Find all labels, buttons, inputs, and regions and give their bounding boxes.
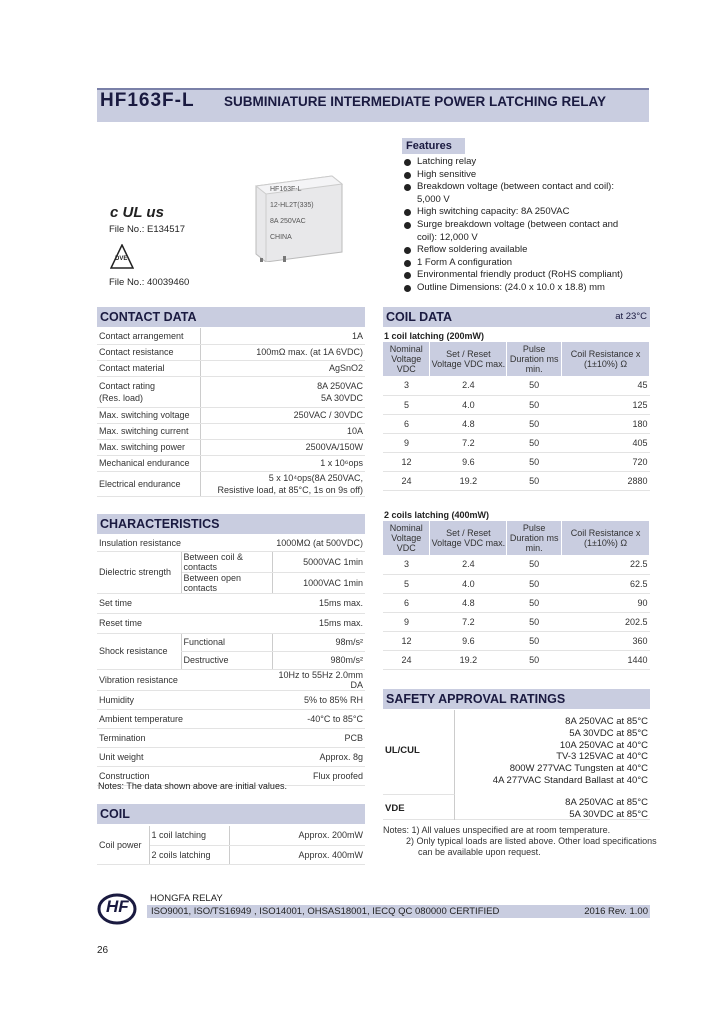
contact-label: Mechanical endurance bbox=[97, 455, 201, 471]
coil-data-cell: 3 bbox=[383, 376, 430, 395]
coil-table2-title: 2 coils latching (400mW) bbox=[384, 510, 490, 520]
coil-data-header: Nominal Voltage VDC bbox=[383, 342, 430, 376]
contact-row bbox=[97, 439, 365, 455]
coil-data-cell: 50 bbox=[507, 452, 562, 471]
feature-item: Latching relay bbox=[404, 156, 650, 169]
coil-data-heading: COIL DATA bbox=[386, 310, 452, 324]
coil-data-header: Coil Resistance x (1±10%) Ω bbox=[562, 521, 650, 555]
contact-label: Max. switching power bbox=[97, 439, 201, 455]
safety-note: 2) Only typical loads are listed above. Other load specifications bbox=[406, 836, 657, 846]
coil-data-row bbox=[383, 574, 650, 593]
shock-label: Shock resistance bbox=[97, 633, 181, 669]
reset-time-value: 15ms max. bbox=[272, 613, 365, 633]
contact-row bbox=[97, 376, 365, 407]
feature-item: Surge breakdown voltage (between contact and coil): 12,000 V bbox=[404, 219, 650, 244]
contact-label: Contact rating (Res. load) bbox=[97, 376, 201, 407]
coil-row-label: 2 coils latching bbox=[149, 845, 229, 864]
contact-label: Electrical endurance bbox=[97, 471, 201, 496]
coil-data-row bbox=[383, 395, 650, 414]
coil-data-cell: 720 bbox=[562, 452, 650, 471]
safety-notes bbox=[383, 825, 657, 858]
contact-label: Contact arrangement bbox=[97, 328, 201, 344]
ul-file-number: File No.: E134517 bbox=[109, 224, 186, 235]
safety-note: Notes: 1) All values unspecified are at room temperature. bbox=[383, 825, 611, 835]
coil-data-cell: 6 bbox=[383, 593, 430, 612]
coil-data-row bbox=[383, 414, 650, 433]
contact-row bbox=[97, 328, 365, 344]
coil-data-title bbox=[383, 307, 650, 327]
coil-table-1 bbox=[383, 342, 650, 491]
vde-rating: 5A 30VDC at 85°C bbox=[569, 808, 648, 820]
page-number: 26 bbox=[97, 945, 109, 956]
coil-data-cell: 19.2 bbox=[430, 471, 507, 490]
safety-note: can be available upon request. bbox=[418, 847, 541, 857]
contact-row bbox=[97, 344, 365, 360]
relay-label-line: HF163F-L bbox=[270, 186, 302, 193]
coil-table-2 bbox=[383, 521, 650, 670]
coil-data-cell: 50 bbox=[507, 376, 562, 395]
coil-data-cell: 50 bbox=[507, 650, 562, 669]
contact-value: 8A 250VAC 5A 30VDC bbox=[201, 376, 365, 407]
characteristic-row bbox=[97, 690, 365, 709]
coil-data-cell: 9.6 bbox=[430, 631, 507, 650]
coil-data-cell: 5 bbox=[383, 395, 430, 414]
features-list bbox=[404, 156, 650, 295]
contact-label: Contact resistance bbox=[97, 344, 201, 360]
ul-logo: c UL us bbox=[110, 204, 164, 221]
dielectric-value: 1000VAC 1min bbox=[272, 572, 365, 593]
model-title: HF163F-L bbox=[100, 90, 195, 111]
coil-data-cell: 45 bbox=[562, 376, 650, 395]
footer-certs: ISO9001, ISO/TS16949 , ISO14001, OHSAS18001, IECQ QC 080000 CERTIFIED bbox=[151, 906, 500, 917]
vde-ratings bbox=[565, 797, 648, 821]
vde-label: VDE bbox=[385, 803, 405, 814]
dielectric-label: Dielectric strength bbox=[97, 551, 181, 593]
characteristic-value: Flux proofed bbox=[272, 766, 365, 785]
feature-item: High sensitive bbox=[404, 169, 650, 182]
safety-title: SAFETY APPROVAL RATINGS bbox=[383, 689, 650, 709]
coil-table bbox=[97, 826, 365, 865]
characteristic-value: Approx. 8g bbox=[272, 747, 365, 766]
coil-data-cell: 2880 bbox=[562, 471, 650, 490]
ul-rating: 800W 277VAC Tungsten at 40°C bbox=[509, 763, 648, 775]
characteristic-value: 5% to 85% RH bbox=[272, 690, 365, 709]
contact-row bbox=[97, 407, 365, 423]
set-time-value: 15ms max. bbox=[272, 593, 365, 613]
shock-value: 980m/s² bbox=[272, 651, 365, 669]
ul-rating: 5A 30VDC at 85°C bbox=[569, 727, 648, 739]
coil-data-cell: 5 bbox=[383, 574, 430, 593]
feature-item: High switching capacity: 8A 250VAC bbox=[404, 206, 650, 219]
shock-sub: Functional bbox=[181, 633, 272, 651]
feature-item: Reflow soldering available bbox=[404, 244, 650, 257]
characteristics-title: CHARACTERISTICS bbox=[97, 514, 365, 534]
relay-label-line: CHINA bbox=[270, 234, 292, 241]
company-name: HONGFA RELAY bbox=[150, 893, 223, 904]
characteristic-row bbox=[97, 747, 365, 766]
characteristic-row bbox=[97, 669, 365, 690]
characteristics-note: Notes: The data shown above are initial values. bbox=[98, 781, 287, 791]
coil-data-cell: 50 bbox=[507, 612, 562, 631]
coil-data-cell: 19.2 bbox=[430, 650, 507, 669]
contact-value: 10A bbox=[201, 423, 365, 439]
coil-data-cell: 12 bbox=[383, 452, 430, 471]
coil-data-cell: 180 bbox=[562, 414, 650, 433]
feature-item: Environmental friendly product (RoHS compliant) bbox=[404, 269, 650, 282]
coil-data-temp: at 23°C bbox=[615, 311, 647, 322]
characteristic-label: Unit weight bbox=[97, 747, 272, 766]
coil-data-cell: 50 bbox=[507, 414, 562, 433]
contact-row bbox=[97, 455, 365, 471]
coil-data-cell: 50 bbox=[507, 593, 562, 612]
coil-data-row bbox=[383, 471, 650, 490]
contact-value: 5 x 10⁴ops(8A 250VAC, Resistive load, at 85°C, 1s on 9s off) bbox=[201, 471, 365, 496]
coil-data-cell: 24 bbox=[383, 650, 430, 669]
coil-data-row bbox=[383, 631, 650, 650]
contact-row bbox=[97, 423, 365, 439]
safety-table bbox=[383, 710, 650, 820]
coil-data-cell: 4.8 bbox=[430, 593, 507, 612]
coil-data-header: Nominal Voltage VDC bbox=[383, 521, 430, 555]
coil-data-cell: 6 bbox=[383, 414, 430, 433]
ul-ratings bbox=[493, 716, 648, 787]
coil-data-cell: 12 bbox=[383, 631, 430, 650]
coil-row-value: Approx. 200mW bbox=[229, 826, 365, 845]
contact-row bbox=[97, 471, 365, 496]
contact-row bbox=[97, 360, 365, 376]
dielectric-value: 5000VAC 1min bbox=[272, 551, 365, 572]
coil-data-cell: 4.0 bbox=[430, 395, 507, 414]
coil-data-cell: 9 bbox=[383, 433, 430, 452]
coil-data-row bbox=[383, 376, 650, 395]
coil-data-cell: 4.0 bbox=[430, 574, 507, 593]
reset-time-label: Reset time bbox=[97, 613, 272, 633]
coil-data-cell: 2.4 bbox=[430, 376, 507, 395]
coil-data-cell: 90 bbox=[562, 593, 650, 612]
coil-data-header: Pulse Duration ms min. bbox=[507, 521, 562, 555]
contact-label: Max. switching current bbox=[97, 423, 201, 439]
ul-rating: 10A 250VAC at 40°C bbox=[559, 739, 648, 751]
feature-item: 1 Form A configuration bbox=[404, 257, 650, 270]
relay-label bbox=[270, 182, 314, 246]
coil-data-cell: 50 bbox=[507, 631, 562, 650]
coil-data-header: Coil Resistance x (1±10%) Ω bbox=[562, 342, 650, 376]
hongfa-logo: HF bbox=[97, 893, 141, 925]
feature-item: Outline Dimensions: (24.0 x 10.0 x 18.8) mm bbox=[404, 282, 650, 295]
characteristics-table bbox=[97, 535, 365, 786]
coil-data-cell: 360 bbox=[562, 631, 650, 650]
coil-table1-title: 1 coil latching (200mW) bbox=[384, 331, 485, 341]
coil-data-cell: 50 bbox=[507, 574, 562, 593]
coil-data-cell: 125 bbox=[562, 395, 650, 414]
coil-row-value: Approx. 400mW bbox=[229, 845, 365, 864]
contact-value: 100mΩ max. (at 1A 6VDC) bbox=[201, 344, 365, 360]
ul-label: UL/CUL bbox=[385, 745, 420, 756]
coil-data-row bbox=[383, 452, 650, 471]
coil-row-label: 1 coil latching bbox=[149, 826, 229, 845]
feature-item: Breakdown voltage (between contact and coil): 5,000 V bbox=[404, 181, 650, 206]
characteristic-label: Vibration resistance bbox=[97, 669, 272, 690]
characteristic-label: Construction bbox=[97, 766, 272, 785]
coil-data-header: Set / Reset Voltage VDC max. bbox=[430, 521, 507, 555]
coil-data-cell: 405 bbox=[562, 433, 650, 452]
coil-title: COIL bbox=[97, 804, 365, 824]
insulation-value: 1000MΩ (at 500VDC) bbox=[272, 535, 365, 551]
relay-label-line: 12-HL2T(335) bbox=[270, 202, 314, 209]
coil-data-cell: 9 bbox=[383, 612, 430, 631]
contact-label: Contact material bbox=[97, 360, 201, 376]
coil-data-row bbox=[383, 593, 650, 612]
contact-value: 1A bbox=[201, 328, 365, 344]
coil-data-cell: 9.6 bbox=[430, 452, 507, 471]
coil-data-cell: 1440 bbox=[562, 650, 650, 669]
coil-data-row bbox=[383, 555, 650, 574]
set-time-label: Set time bbox=[97, 593, 272, 613]
coil-data-cell: 50 bbox=[507, 433, 562, 452]
dielectric-sub: Between coil & contacts bbox=[181, 551, 272, 572]
insulation-label: Insulation resistance bbox=[97, 535, 272, 551]
contact-value: 2500VA/150W bbox=[201, 439, 365, 455]
vde-logo: DVE bbox=[110, 244, 134, 270]
coil-data-header: Set / Reset Voltage VDC max. bbox=[430, 342, 507, 376]
coil-data-cell: 7.2 bbox=[430, 433, 507, 452]
shock-value: 98m/s² bbox=[272, 633, 365, 651]
contact-label: Max. switching voltage bbox=[97, 407, 201, 423]
coil-data-cell: 3 bbox=[383, 555, 430, 574]
coil-data-cell: 50 bbox=[507, 555, 562, 574]
characteristic-label: Termination bbox=[97, 728, 272, 747]
page-subtitle: SUBMINIATURE INTERMEDIATE POWER LATCHING RELAY bbox=[224, 94, 607, 109]
characteristic-row bbox=[97, 728, 365, 747]
characteristic-label: Humidity bbox=[97, 690, 272, 709]
coil-data-cell: 2.4 bbox=[430, 555, 507, 574]
ul-rating: TV-3 125VAC at 40°C bbox=[556, 751, 648, 763]
contact-value: 250VAC / 30VDC bbox=[201, 407, 365, 423]
ul-rating: 8A 250VAC at 85°C bbox=[565, 716, 648, 727]
coil-data-cell: 22.5 bbox=[562, 555, 650, 574]
characteristic-value: PCB bbox=[272, 728, 365, 747]
coil-data-header: Pulse Duration ms min. bbox=[507, 342, 562, 376]
features-title: Features bbox=[402, 138, 465, 154]
characteristic-value: -40°C to 85°C bbox=[272, 709, 365, 728]
characteristic-row bbox=[97, 709, 365, 728]
ul-rating: 4A 277VAC Standard Ballast at 40°C bbox=[492, 774, 648, 786]
contact-data-title: CONTACT DATA bbox=[97, 307, 365, 327]
contact-value: AgSnO2 bbox=[201, 360, 365, 376]
characteristic-label: Ambient temperature bbox=[97, 709, 272, 728]
coil-data-cell: 50 bbox=[507, 395, 562, 414]
coil-data-row bbox=[383, 612, 650, 631]
shock-sub: Destructive bbox=[181, 651, 272, 669]
characteristic-value: 10Hz to 55Hz 2.0mm DA bbox=[272, 669, 365, 690]
coil-data-cell: 62.5 bbox=[562, 574, 650, 593]
contact-data-table bbox=[97, 328, 365, 497]
footer-revision: 2016 Rev. 1.00 bbox=[584, 906, 648, 917]
coil-power-label: Coil power bbox=[97, 826, 149, 864]
relay-label-line: 8A 250VAC bbox=[270, 218, 306, 225]
vde-file-number: File No.: 40039460 bbox=[109, 277, 190, 288]
coil-data-cell: 202.5 bbox=[562, 612, 650, 631]
coil-data-row bbox=[383, 650, 650, 669]
coil-data-cell: 7.2 bbox=[430, 612, 507, 631]
coil-data-row bbox=[383, 433, 650, 452]
coil-data-cell: 24 bbox=[383, 471, 430, 490]
coil-data-cell: 4.8 bbox=[430, 414, 507, 433]
coil-data-cell: 50 bbox=[507, 471, 562, 490]
vde-rating: 8A 250VAC at 85°C bbox=[565, 797, 648, 808]
contact-value: 1 x 10⁶ops bbox=[201, 455, 365, 471]
dielectric-sub: Between open contacts bbox=[181, 572, 272, 593]
